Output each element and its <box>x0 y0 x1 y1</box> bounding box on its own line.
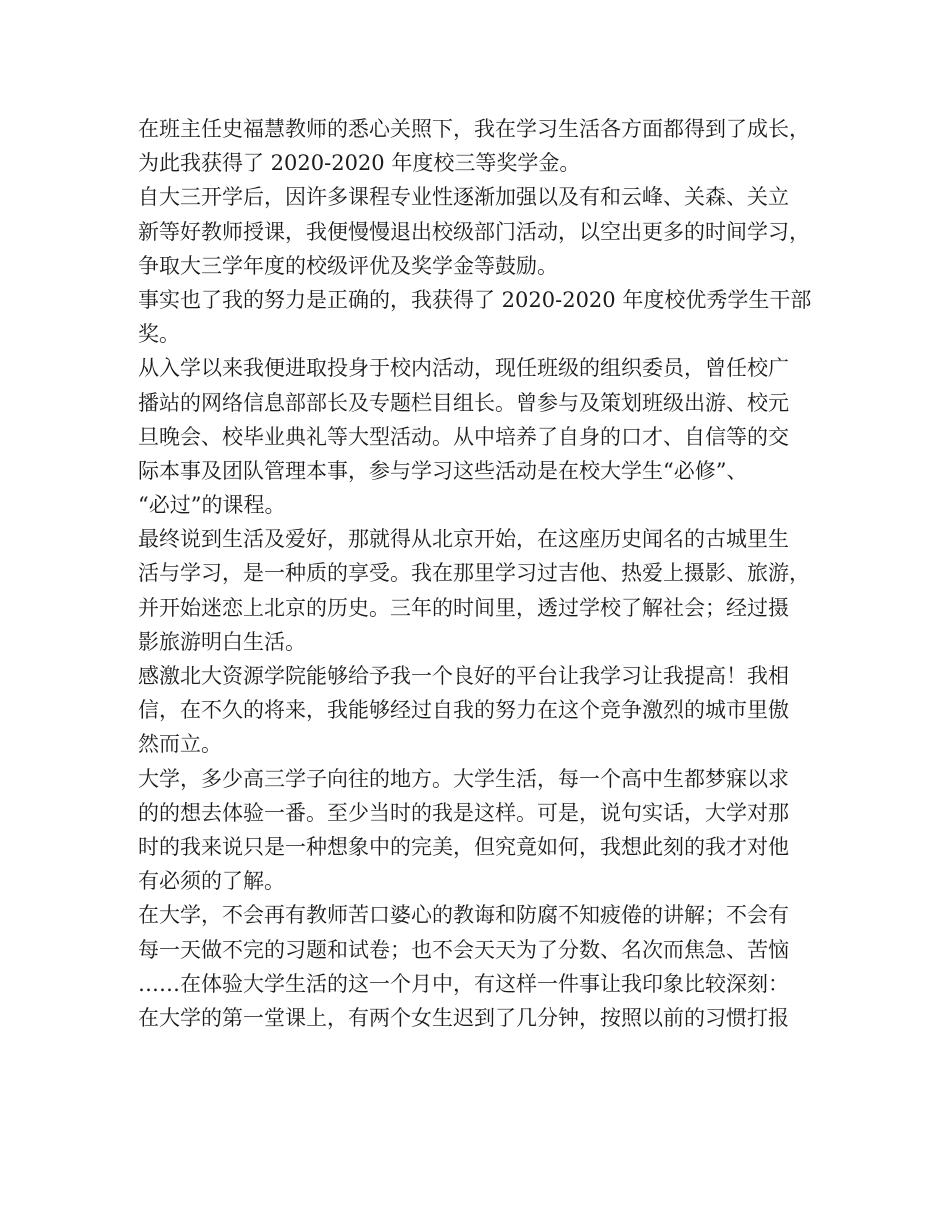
paragraph-scholarship <box>138 112 814 180</box>
text-line: 播站的网络信息部部长及专题栏目组长。曾参与及策划班级出游、校元 <box>138 390 789 415</box>
text-line: 从入学以来我便进取投身于校内活动，现任班级的组织委员，曾任校广 <box>138 356 789 381</box>
text-line: 为此我获得了 2020-2020 年度校三等奖学金。 <box>138 151 581 176</box>
text-line: 感激北大资源学院能够给予我一个良好的平台让我学习让我提高！我相 <box>138 664 789 688</box>
paragraph-activities <box>138 351 814 522</box>
text-line: 的的想去体验一番。至少当时的我是这样。可是，说句实话，大学对那 <box>138 800 789 825</box>
text-line: 每一天做不完的习题和试卷；也不会天天为了分数、名次而焦急、苦恼 <box>138 937 789 962</box>
text-line: 最终说到生活及爱好，那就得从北京开始，在这座历史闻名的古城里生 <box>138 527 789 552</box>
paragraph-junior-year <box>138 180 814 283</box>
text-line: 旦晚会、校毕业典礼等大型活动。从中培养了自身的口才、自信等的交 <box>138 424 789 449</box>
text-line: 并开始迷恋上北京的历史。三年的时间里，透过学校了解社会；经过摄 <box>138 595 789 620</box>
text-line: 在班主任史福慧教师的悉心关照下，我在学习生活各方面都得到了成长， <box>138 117 810 141</box>
text-line: 争取大三学年度的校级评优及奖学金等鼓励。 <box>138 253 558 278</box>
text-line: ……在体验大学生活的这一个月中，有这样一件事让我印象比较深刻： <box>138 971 789 996</box>
text-line: 然而立。 <box>138 732 222 757</box>
text-line: 际本事及团队管理本事，参与学习这些活动是在校大学生“必修”、 <box>138 458 748 483</box>
paragraph-gratitude <box>138 659 814 762</box>
text-line: 自大三开学后，因许多课程专业性逐渐加强以及有和云峰、关森、关立 <box>138 185 789 210</box>
paragraph-cadre-award <box>138 283 814 351</box>
paragraph-hobbies <box>138 522 814 659</box>
text-line: 奖。 <box>138 322 180 347</box>
text-line: 有必须的了解。 <box>138 869 285 894</box>
text-line: 大学，多少高三学子向往的地方。大学生活，每一个高中生都梦寐以求 <box>138 766 789 791</box>
text-line: 影旅游明白生活。 <box>138 629 306 654</box>
text-line: 信，在不久的将来，我能够经过自我的努力在这个竞争激烈的城市里傲 <box>138 698 789 723</box>
text-line: “必过”的课程。 <box>138 493 286 518</box>
text-line: 事实也了我的努力是正确的，我获得了 2020-2020 年度校优秀学生干部 <box>138 287 812 312</box>
text-line: 新等好教师授课，我便慢慢退出校级部门活动，以空出更多的时间学习， <box>138 219 810 244</box>
paragraph-university-life <box>138 898 814 1035</box>
text-line: 活与学习，是一种质的享受。我在那里学习过吉他、热爱上摄影、旅游， <box>138 561 810 586</box>
document-body <box>138 112 814 1035</box>
text-line: 时的我来说只是一种想象中的完美，但究竟如何，我想此刻的我才对他 <box>138 834 789 859</box>
text-line: 在大学的第一堂课上，有两个女生迟到了几分钟，按照以前的习惯打报 <box>138 1005 789 1030</box>
paragraph-university-dream <box>138 762 814 899</box>
text-line: 在大学，不会再有教师苦口婆心的教诲和防腐不知疲倦的讲解；不会有 <box>138 903 789 928</box>
